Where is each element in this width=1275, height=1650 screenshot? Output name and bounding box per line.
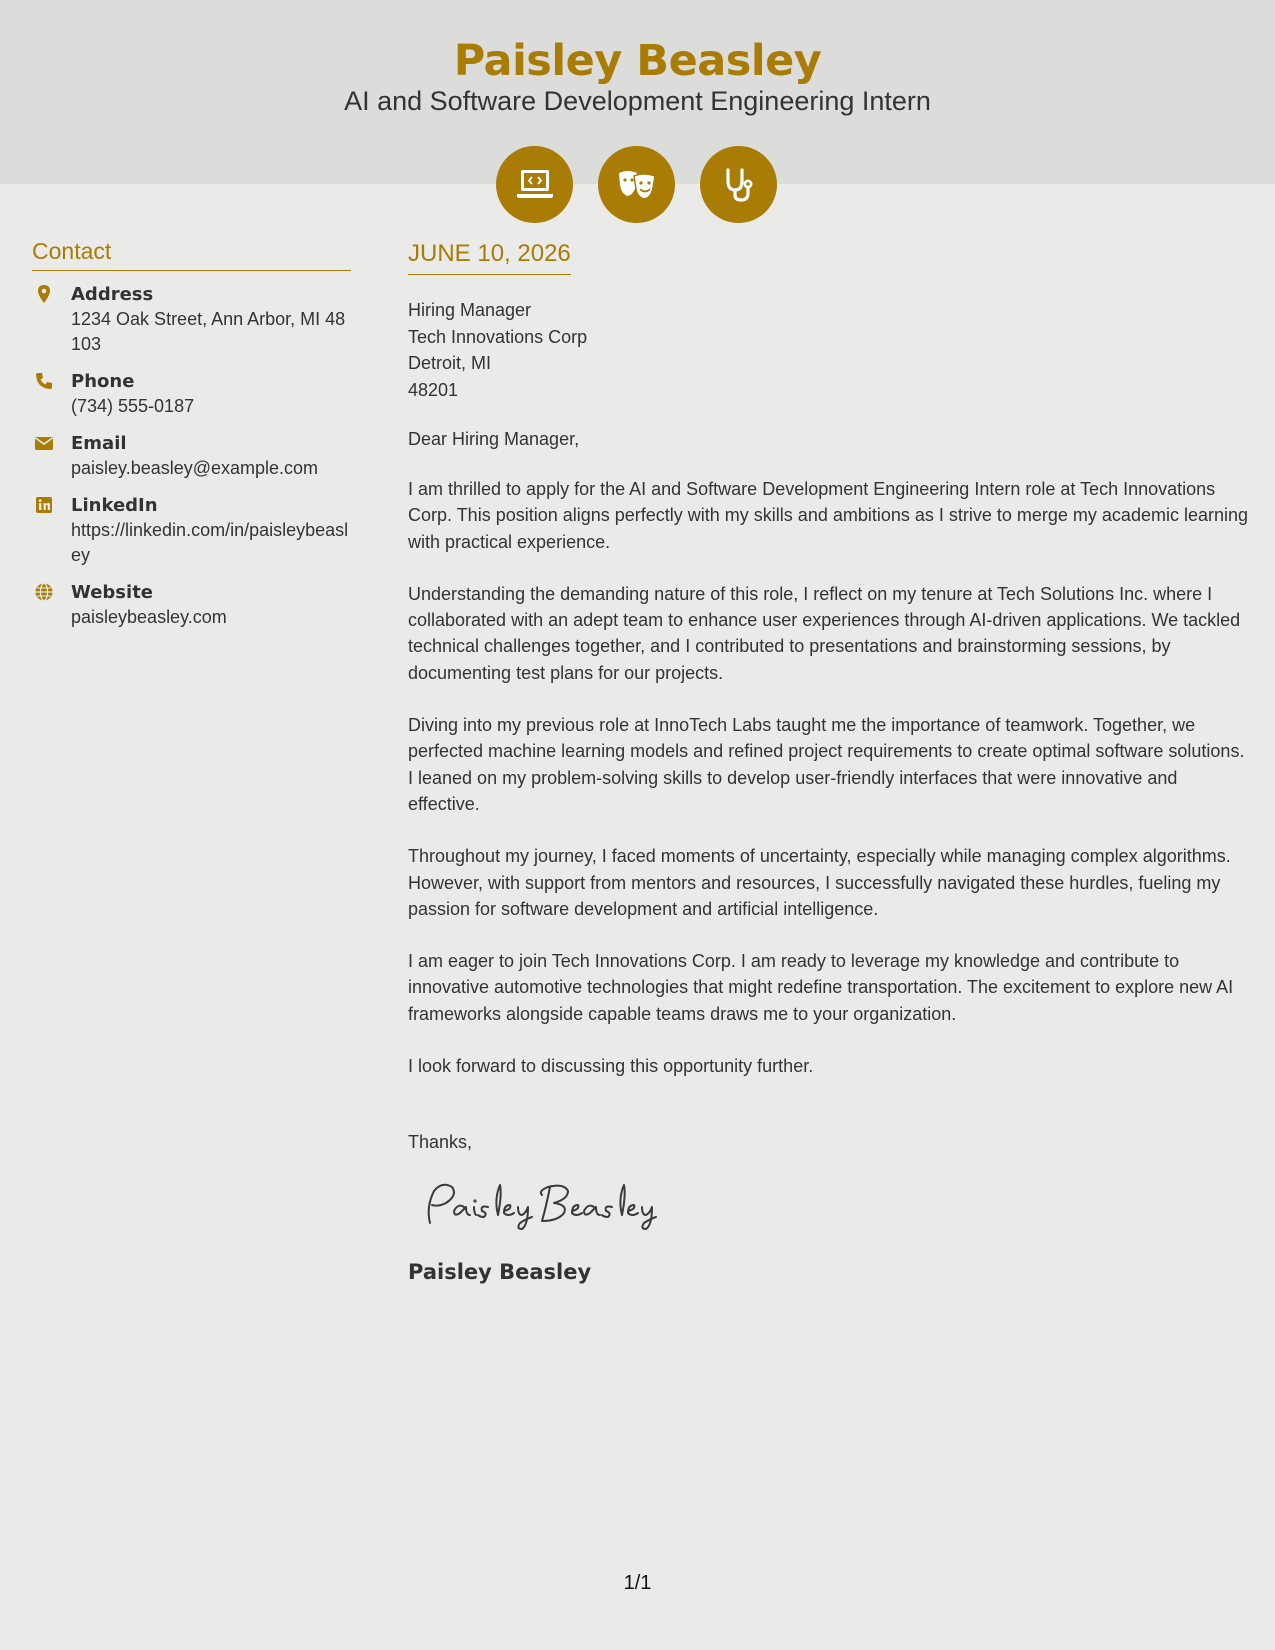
phone-label: Phone xyxy=(71,371,135,392)
paragraph-2: Understanding the demanding nature of this role, I reflect on my tenure at Tech Solutions Inc. where I collaborated with an adept team to enhance user experiences through AI-driven applications. We tackled technical challenges together, and I contributed to presentations and brainstorming sessions, by documenting test plans for our projects. xyxy=(408,583,1241,683)
closing: Thanks, xyxy=(408,1132,473,1153)
contact-phone xyxy=(32,370,351,419)
paragraph-3: Diving into my previous role at InnoTech Labs taught me the importance of teamwork. Together, we perfected machine learning models and refined project requirements to create optimal software solutions. I leaned on my problem-solving skills to develop user-friendly interfaces that were innovative and effective. xyxy=(408,715,1245,814)
recipient-city: Detroit, MI xyxy=(408,353,492,373)
map-pin-icon xyxy=(34,284,54,304)
signed-name: Paisley Beasley xyxy=(408,1260,592,1285)
recipient-zip: 48201 xyxy=(408,379,459,400)
handwritten-signature xyxy=(408,1177,668,1237)
contact-address xyxy=(32,283,351,357)
contact-email xyxy=(32,432,351,481)
linkedin-value[interactable]: https://linkedin.com/in/paisleybeasley xyxy=(71,520,349,565)
email-value[interactable]: paisley.beasley@example.com xyxy=(71,458,319,478)
applicant-name: Paisley Beasley xyxy=(453,36,822,86)
paragraph-5: I am eager to join Tech Innovations Corp. I am ready to leverage my knowledge and contribute to innovative automotive technologies that might redefine transportation. The excitement to explore new AI frameworks alongside capable teams draws me to your organization. xyxy=(408,951,1234,1024)
paragraph-4: Throughout my journey, I faced moments of uncertainty, especially while managing complex algorithms. However, with support from mentors and resources, I successfully navigated these hurdles, fueling my passion for software development and artificial intelligence. xyxy=(408,846,1231,919)
linkedin-label: LinkedIn xyxy=(71,495,158,516)
stethoscope-icon xyxy=(700,146,777,223)
interest-icons xyxy=(496,146,777,223)
contact-website xyxy=(32,581,351,630)
page-number: 1/1 xyxy=(623,1572,652,1594)
theater-masks-icon xyxy=(598,146,675,223)
linkedin-icon xyxy=(34,495,54,515)
paragraph-6: I look forward to discussing this opportunity further. xyxy=(408,1056,814,1077)
letter-date: JUNE 10, 2026 xyxy=(408,240,571,275)
recipient-name: Hiring Manager xyxy=(408,300,532,320)
globe-icon xyxy=(34,582,54,602)
contact-heading: Contact xyxy=(32,238,351,271)
salutation: Dear Hiring Manager, xyxy=(408,429,580,449)
address-value: 1234 Oak Street, Ann Arbor, MI 48103 xyxy=(71,309,346,354)
laptop-code-icon xyxy=(496,146,573,223)
letter-body xyxy=(408,240,1248,1284)
recipient-block xyxy=(408,297,1248,403)
applicant-title: AI and Software Development Engineering Intern xyxy=(344,86,931,116)
contact-linkedin xyxy=(32,494,351,568)
website-value[interactable]: paisleybeasley.com xyxy=(71,607,227,627)
phone-icon xyxy=(34,371,54,391)
address-label: Address xyxy=(71,284,154,305)
contact-sidebar xyxy=(32,238,351,630)
recipient-company: Tech Innovations Corp xyxy=(408,326,588,347)
envelope-icon xyxy=(34,433,54,453)
website-label: Website xyxy=(71,582,154,603)
phone-value: (734) 555-0187 xyxy=(71,396,195,416)
email-label: Email xyxy=(71,433,127,454)
paragraph-1: I am thrilled to apply for the AI and Software Development Engineering Intern role at Tech Innovations Corp. This position aligns perfectly with my skills and ambitions as I strive to merge my academic learning with practical experience. xyxy=(408,479,1249,552)
